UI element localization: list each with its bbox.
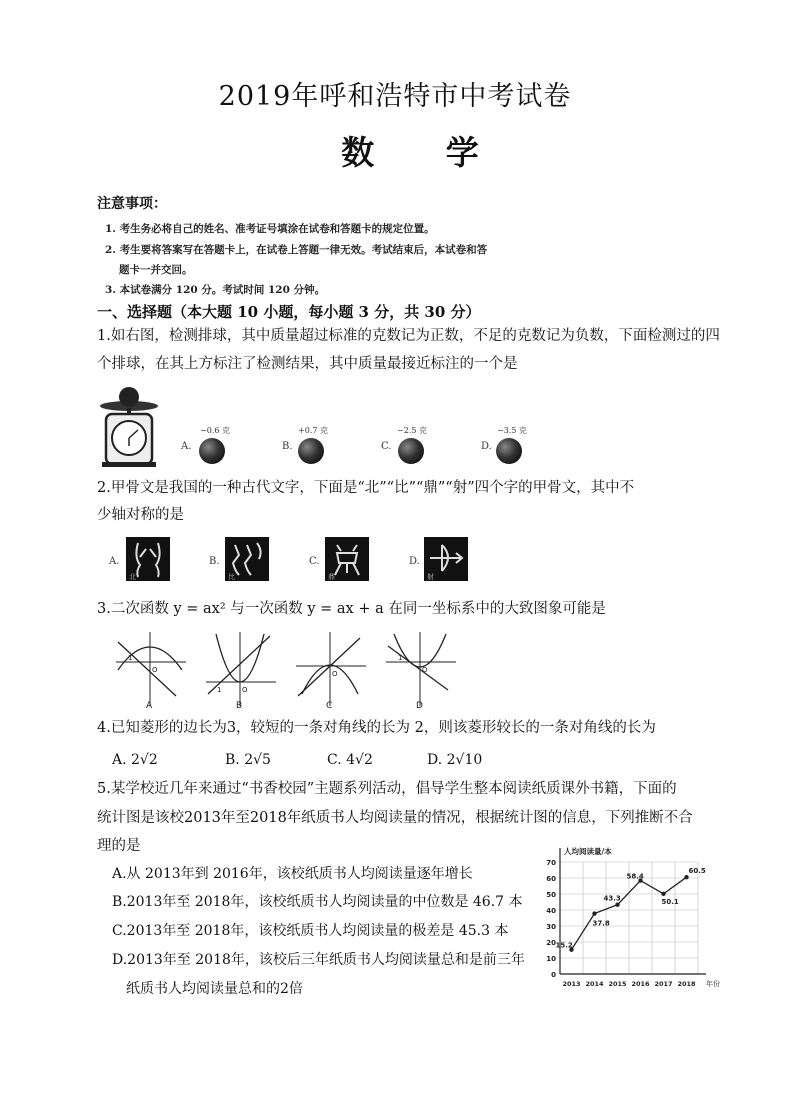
data-point (661, 892, 665, 896)
y-tick-label: 20 (546, 939, 556, 947)
question-2-line: 少轴对称的是 (97, 507, 184, 523)
x-tick-label: 2018 (677, 980, 696, 988)
q5-option-d-continued: 纸质书人均阅读量总和的2倍 (126, 981, 303, 997)
q1-option-c-value: −2.5 克 (397, 426, 427, 435)
data-label: 50.1 (661, 897, 679, 906)
graph-option-d (382, 630, 458, 710)
oracle-glyph-she-icon (424, 537, 468, 581)
q1-option-b-label: B. (282, 441, 293, 452)
y-tick-label: 30 (546, 923, 556, 931)
y-tick-label: 50 (546, 891, 556, 899)
q1-option-d-label: D. (481, 441, 492, 452)
question-1-line: 个排球，在其上方标注了检测结果，其中质量最接近标注的一个是 (97, 356, 518, 372)
section-heading: 一、选择题（本大题 10 小题，每小题 3 分，共 30 分） (97, 303, 481, 321)
scale-icon (98, 386, 160, 468)
ball-icon (199, 438, 225, 464)
data-label: 37.8 (592, 919, 610, 928)
page-title: 2019年呼和浩特市中考试卷 (218, 81, 572, 112)
q5-option-a: A.从 2013年到 2016年，该校纸质书人均阅读量逐年增长 (112, 866, 473, 882)
glyph-caption: 鼎 (328, 573, 335, 581)
oracle-glyph-ding-icon (325, 537, 369, 581)
data-point (684, 875, 688, 879)
glyph-caption: 射 (427, 573, 434, 581)
y-tick-label: 60 (546, 875, 556, 883)
graph-label: D (416, 701, 423, 710)
svg-text:1: 1 (128, 654, 133, 662)
graph-label: B (236, 701, 243, 710)
q2-option-a-label: A. (109, 556, 120, 567)
x-tick-label: 2016 (631, 980, 650, 988)
question-4-line: 4.已知菱形的边长为3，较短的一条对角线的长为 2，则该菱形较长的一条对角线的长为 (97, 720, 656, 736)
q1-option-a-value: −0.6 克 (200, 426, 230, 435)
subject-title: 数 学 (341, 133, 509, 172)
q1-option-a-label: A. (181, 441, 192, 452)
y-tick-label: 0 (551, 971, 556, 979)
graph-option-b (202, 630, 278, 710)
notice-item: 3. 本试卷满分 120 分。考试时间 120 分钟。 (105, 284, 326, 296)
q4-option-c: C. 4√2 (327, 752, 373, 768)
q4-option-a: A. 2√2 (112, 752, 158, 768)
ball-icon (298, 438, 324, 464)
glyph-caption: 比 (228, 573, 235, 581)
data-label: 43.3 (603, 894, 621, 903)
reading-line-chart (540, 840, 720, 992)
ball-icon (398, 438, 424, 464)
question-5-line: 理的是 (97, 838, 141, 854)
svg-text:1: 1 (398, 654, 403, 662)
data-label: 15.2 (555, 941, 573, 950)
data-point (615, 903, 619, 907)
x-tick-label: 2015 (608, 980, 627, 988)
q2-option-c-label: C. (309, 556, 320, 567)
q1-option-b-value: +0.7 克 (298, 426, 328, 435)
q4-option-d: D. 2√10 (427, 752, 483, 768)
x-axis-label: 年份 (706, 980, 720, 988)
q5-option-b: B.2013年至 2018年，该校纸质书人均阅读量的中位数是 46.7 本 (112, 894, 523, 910)
ball-icon (496, 438, 522, 464)
question-5-line: 统计图是该校2013年至2018年纸质书人均阅读量的情况，根据统计图的信息，下列推断不合 (97, 810, 693, 826)
glyph-caption: 北 (129, 573, 136, 581)
y-tick-label: 40 (546, 907, 556, 915)
x-tick-label: 2014 (585, 980, 604, 988)
data-point (592, 911, 596, 915)
oracle-glyph-bei-icon (126, 537, 170, 581)
data-label: 58.4 (626, 872, 644, 881)
y-tick-label: 70 (546, 859, 556, 867)
question-5-line: 5.某学校近几年来通过“书香校园”主题系列活动，倡导学生整本阅读纸质课外书籍，下面的 (97, 781, 677, 797)
graph-option-c (292, 630, 368, 710)
x-tick-label: 2013 (562, 980, 581, 988)
q2-option-d-label: D. (409, 556, 420, 567)
q5-option-c: C.2013年至 2018年，该校纸质书人均阅读量的极差是 45.3 本 (112, 923, 509, 939)
notice-item: 题卡一并交回。 (119, 264, 193, 276)
y-tick-label: 10 (546, 955, 556, 963)
svg-text:O: O (332, 670, 338, 678)
graph-label: C (326, 701, 333, 710)
svg-text:1: 1 (217, 686, 222, 694)
graph-option-a (112, 630, 188, 710)
q1-option-c-label: C. (381, 441, 392, 452)
data-label: 60.5 (688, 867, 706, 876)
q1-option-d-value: −3.5 克 (497, 426, 527, 435)
graph-label: A (146, 701, 153, 710)
q4-option-b: B. 2√5 (225, 752, 271, 768)
q2-option-b-label: B. (209, 556, 220, 567)
oracle-glyph-bi-icon (225, 537, 269, 581)
question-2-line: 2.甲骨文是我国的一种古代文字，下面是“北”“比”“鼎”“射”四个字的甲骨文，其中不 (97, 480, 635, 496)
svg-text:O: O (422, 666, 428, 674)
question-3-line: 3.二次函数 y = ax² 与一次函数 y = ax + a 在同一坐标系中的大致图象可能是 (97, 601, 606, 617)
x-tick-label: 2017 (654, 980, 673, 988)
q5-option-d: D.2013年至 2018年，该校后三年纸质书人均阅读量总和是前三年 (112, 952, 525, 968)
notice-item: 1. 考生务必将自己的姓名、准考证号填涂在试卷和答题卡的规定位置。 (105, 223, 435, 235)
svg-text:O: O (152, 666, 158, 674)
question-1-line: 1.如右图，检测排球，其中质量超过标准的克数记为正数，不足的克数记为负数，下面检测过的四 (97, 328, 720, 344)
y-axis-label: 人均阅读量/本 (564, 847, 612, 856)
notice-heading: 注意事项： (97, 196, 167, 212)
svg-text:O: O (242, 686, 248, 694)
notice-item: 2. 考生要将答案写在答题卡上，在试卷上答题一律无效。考试结束后，本试卷和答 (105, 244, 488, 256)
